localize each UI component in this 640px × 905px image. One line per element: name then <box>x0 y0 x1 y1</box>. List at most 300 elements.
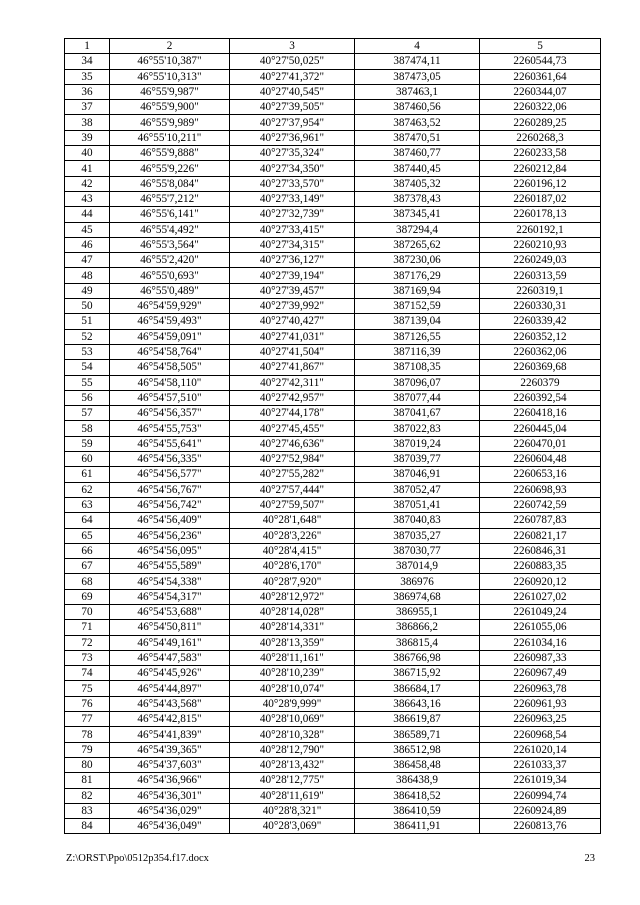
cell-y: 2260963,78 <box>480 681 601 696</box>
cell-number: 39 <box>65 130 110 145</box>
cell-latitude: 46°55'0,693" <box>110 268 230 283</box>
cell-y: 2260352,12 <box>480 329 601 344</box>
cell-x: 387051,41 <box>355 497 480 512</box>
cell-x: 387378,43 <box>355 191 480 206</box>
cell-x: 386458,48 <box>355 757 480 772</box>
cell-number: 76 <box>65 696 110 711</box>
cell-y: 2260339,42 <box>480 314 601 329</box>
cell-number: 66 <box>65 543 110 558</box>
cell-latitude: 46°54'36,966" <box>110 773 230 788</box>
header-row <box>65 39 601 54</box>
cell-latitude: 46°54'56,335" <box>110 452 230 467</box>
cell-y: 2260313,59 <box>480 268 601 283</box>
cell-x: 387096,07 <box>355 375 480 390</box>
cell-longitude: 40°27'57,444" <box>230 482 355 497</box>
cell-longitude: 40°27'40,545" <box>230 84 355 99</box>
cell-number: 83 <box>65 803 110 818</box>
cell-longitude: 40°27'41,867" <box>230 360 355 375</box>
table-row <box>65 54 601 69</box>
cell-latitude: 46°54'58,505" <box>110 360 230 375</box>
cell-y: 2260344,07 <box>480 84 601 99</box>
cell-x: 387473,05 <box>355 69 480 84</box>
cell-number: 78 <box>65 727 110 742</box>
cell-latitude: 46°54'37,603" <box>110 757 230 772</box>
cell-longitude: 40°27'33,570" <box>230 176 355 191</box>
cell-x: 386643,16 <box>355 696 480 711</box>
cell-longitude: 40°27'39,194" <box>230 268 355 283</box>
table-row <box>65 344 601 359</box>
cell-longitude: 40°28'13,432" <box>230 757 355 772</box>
table-row <box>65 681 601 696</box>
cell-longitude: 40°27'41,372" <box>230 69 355 84</box>
cell-x: 387460,56 <box>355 100 480 115</box>
cell-latitude: 46°55'0,489" <box>110 283 230 298</box>
cell-longitude: 40°27'40,427" <box>230 314 355 329</box>
cell-x: 387046,91 <box>355 467 480 482</box>
cell-x: 386438,9 <box>355 773 480 788</box>
table-row <box>65 253 601 268</box>
cell-latitude: 46°54'53,688" <box>110 604 230 619</box>
table-row <box>65 222 601 237</box>
table-row <box>65 283 601 298</box>
cell-latitude: 46°55'9,987" <box>110 84 230 99</box>
cell-y: 2260994,74 <box>480 788 601 803</box>
cell-latitude: 46°54'59,091" <box>110 329 230 344</box>
cell-x: 386955,1 <box>355 604 480 619</box>
cell-longitude: 40°27'55,282" <box>230 467 355 482</box>
cell-longitude: 40°27'59,507" <box>230 497 355 512</box>
table-row <box>65 161 601 176</box>
table-row <box>65 528 601 543</box>
cell-latitude: 46°55'10,387" <box>110 54 230 69</box>
table-row <box>65 191 601 206</box>
cell-x: 387176,29 <box>355 268 480 283</box>
cell-y: 2260319,1 <box>480 283 601 298</box>
cell-longitude: 40°28'11,161" <box>230 650 355 665</box>
cell-x: 387040,83 <box>355 513 480 528</box>
cell-number: 73 <box>65 650 110 665</box>
cell-y: 2260924,89 <box>480 803 601 818</box>
cell-latitude: 46°55'9,900" <box>110 100 230 115</box>
cell-x: 387077,44 <box>355 390 480 405</box>
cell-longitude: 40°28'7,920" <box>230 574 355 589</box>
cell-x: 387463,1 <box>355 84 480 99</box>
cell-latitude: 46°55'10,211" <box>110 130 230 145</box>
cell-longitude: 40°27'39,992" <box>230 299 355 314</box>
cell-longitude: 40°28'12,972" <box>230 589 355 604</box>
cell-y: 2261055,06 <box>480 620 601 635</box>
cell-number: 51 <box>65 314 110 329</box>
cell-latitude: 46°54'43,568" <box>110 696 230 711</box>
cell-latitude: 46°54'41,839" <box>110 727 230 742</box>
cell-number: 59 <box>65 436 110 451</box>
cell-y: 2260192,1 <box>480 222 601 237</box>
cell-latitude: 46°54'57,510" <box>110 390 230 405</box>
cell-number: 42 <box>65 176 110 191</box>
cell-y: 2260322,06 <box>480 100 601 115</box>
cell-latitude: 46°54'36,029" <box>110 803 230 818</box>
table-row <box>65 360 601 375</box>
cell-number: 60 <box>65 452 110 467</box>
cell-x: 387169,94 <box>355 283 480 298</box>
cell-longitude: 40°28'14,028" <box>230 604 355 619</box>
cell-y: 2260813,76 <box>480 819 601 834</box>
cell-longitude: 40°28'10,074" <box>230 681 355 696</box>
cell-longitude: 40°27'42,311" <box>230 375 355 390</box>
cell-y: 2261033,37 <box>480 757 601 772</box>
table-row <box>65 467 601 482</box>
cell-longitude: 40°27'52,984" <box>230 452 355 467</box>
cell-latitude: 46°54'42,815" <box>110 712 230 727</box>
cell-longitude: 40°28'10,069" <box>230 712 355 727</box>
cell-y: 2260210,93 <box>480 237 601 252</box>
cell-latitude: 46°54'50,811" <box>110 620 230 635</box>
cell-x: 387440,45 <box>355 161 480 176</box>
cell-longitude: 40°28'10,328" <box>230 727 355 742</box>
cell-longitude: 40°27'35,324" <box>230 146 355 161</box>
cell-latitude: 46°54'55,641" <box>110 436 230 451</box>
cell-latitude: 46°54'55,589" <box>110 559 230 574</box>
cell-x: 386410,59 <box>355 803 480 818</box>
cell-number: 49 <box>65 283 110 298</box>
table-row <box>65 604 601 619</box>
cell-y: 2260470,01 <box>480 436 601 451</box>
cell-latitude: 46°54'56,742" <box>110 497 230 512</box>
cell-number: 56 <box>65 390 110 405</box>
cell-x: 387014,9 <box>355 559 480 574</box>
cell-number: 47 <box>65 253 110 268</box>
table-row <box>65 773 601 788</box>
table-row <box>65 452 601 467</box>
cell-number: 61 <box>65 467 110 482</box>
table-row <box>65 436 601 451</box>
cell-y: 2260362,06 <box>480 344 601 359</box>
table-row <box>65 84 601 99</box>
footer-file-path: Z:\ORST\Ppo\0512p354.f17.docx <box>66 853 209 864</box>
table-row <box>65 314 601 329</box>
column-header-y: 5 <box>480 39 601 54</box>
cell-y: 2260698,93 <box>480 482 601 497</box>
cell-number: 40 <box>65 146 110 161</box>
cell-y: 2260187,02 <box>480 191 601 206</box>
table-row <box>65 146 601 161</box>
table-row <box>65 620 601 635</box>
cell-y: 2260787,83 <box>480 513 601 528</box>
cell-y: 2261027,02 <box>480 589 601 604</box>
table-row <box>65 559 601 574</box>
cell-latitude: 46°55'10,313" <box>110 69 230 84</box>
cell-latitude: 46°54'47,583" <box>110 650 230 665</box>
cell-longitude: 40°27'39,457" <box>230 283 355 298</box>
table-row <box>65 696 601 711</box>
cell-latitude: 46°54'56,577" <box>110 467 230 482</box>
cell-latitude: 46°54'39,365" <box>110 742 230 757</box>
cell-y: 2260418,16 <box>480 406 601 421</box>
table-row <box>65 69 601 84</box>
table-row <box>65 482 601 497</box>
cell-number: 36 <box>65 84 110 99</box>
table-row <box>65 589 601 604</box>
cell-y: 2260330,31 <box>480 299 601 314</box>
cell-x: 387474,11 <box>355 54 480 69</box>
cell-x: 387152,59 <box>355 299 480 314</box>
cell-x: 386866,2 <box>355 620 480 635</box>
table-row <box>65 635 601 650</box>
cell-y: 2260369,68 <box>480 360 601 375</box>
cell-x: 386815,4 <box>355 635 480 650</box>
cell-latitude: 46°54'55,753" <box>110 421 230 436</box>
cell-x: 386684,17 <box>355 681 480 696</box>
cell-x: 387405,32 <box>355 176 480 191</box>
cell-number: 70 <box>65 604 110 619</box>
cell-number: 41 <box>65 161 110 176</box>
cell-latitude: 46°54'56,236" <box>110 528 230 543</box>
cell-latitude: 46°55'3,564" <box>110 237 230 252</box>
cell-number: 81 <box>65 773 110 788</box>
cell-number: 57 <box>65 406 110 421</box>
cell-number: 72 <box>65 635 110 650</box>
cell-latitude: 46°54'56,357" <box>110 406 230 421</box>
cell-number: 53 <box>65 344 110 359</box>
table-body <box>65 54 601 834</box>
cell-number: 75 <box>65 681 110 696</box>
cell-latitude: 46°55'2,420" <box>110 253 230 268</box>
cell-number: 69 <box>65 589 110 604</box>
cell-number: 55 <box>65 375 110 390</box>
coordinates-table <box>64 38 601 834</box>
cell-y: 2260821,17 <box>480 528 601 543</box>
cell-longitude: 40°27'32,739" <box>230 207 355 222</box>
cell-x: 386619,87 <box>355 712 480 727</box>
table-row <box>65 100 601 115</box>
cell-y: 2261034,16 <box>480 635 601 650</box>
cell-x: 386974,68 <box>355 589 480 604</box>
table-row <box>65 237 601 252</box>
cell-x: 386766,98 <box>355 650 480 665</box>
cell-latitude: 46°54'56,095" <box>110 543 230 558</box>
cell-y: 2260968,54 <box>480 727 601 742</box>
cell-latitude: 46°54'58,764" <box>110 344 230 359</box>
cell-x: 387108,35 <box>355 360 480 375</box>
cell-longitude: 40°27'41,031" <box>230 329 355 344</box>
cell-y: 2260249,03 <box>480 253 601 268</box>
cell-y: 2260967,49 <box>480 666 601 681</box>
cell-latitude: 46°55'6,141" <box>110 207 230 222</box>
cell-x: 386976 <box>355 574 480 589</box>
cell-latitude: 46°54'36,301" <box>110 788 230 803</box>
cell-number: 79 <box>65 742 110 757</box>
cell-number: 50 <box>65 299 110 314</box>
cell-latitude: 46°55'9,226" <box>110 161 230 176</box>
cell-longitude: 40°28'14,331" <box>230 620 355 635</box>
cell-x: 387265,62 <box>355 237 480 252</box>
cell-longitude: 40°28'8,321" <box>230 803 355 818</box>
cell-y: 2260196,12 <box>480 176 601 191</box>
cell-latitude: 46°54'59,493" <box>110 314 230 329</box>
cell-longitude: 40°28'9,999" <box>230 696 355 711</box>
cell-longitude: 40°28'3,226" <box>230 528 355 543</box>
cell-number: 65 <box>65 528 110 543</box>
cell-number: 48 <box>65 268 110 283</box>
cell-latitude: 46°54'49,161" <box>110 635 230 650</box>
cell-number: 84 <box>65 819 110 834</box>
cell-number: 52 <box>65 329 110 344</box>
table-row <box>65 574 601 589</box>
cell-latitude: 46°54'44,897" <box>110 681 230 696</box>
cell-y: 2260742,59 <box>480 497 601 512</box>
table-row <box>65 727 601 742</box>
cell-latitude: 46°54'54,338" <box>110 574 230 589</box>
table-row <box>65 299 601 314</box>
cell-number: 63 <box>65 497 110 512</box>
cell-y: 2261019,34 <box>480 773 601 788</box>
cell-longitude: 40°28'1,648" <box>230 513 355 528</box>
cell-x: 387294,4 <box>355 222 480 237</box>
cell-number: 68 <box>65 574 110 589</box>
cell-longitude: 40°27'36,127" <box>230 253 355 268</box>
cell-y: 2261020,14 <box>480 742 601 757</box>
cell-latitude: 46°54'45,926" <box>110 666 230 681</box>
table-row <box>65 788 601 803</box>
cell-y: 2260987,33 <box>480 650 601 665</box>
table-row <box>65 176 601 191</box>
cell-x: 387345,41 <box>355 207 480 222</box>
cell-x: 386715,92 <box>355 666 480 681</box>
cell-y: 2261049,24 <box>480 604 601 619</box>
column-header-number: 1 <box>65 39 110 54</box>
cell-y: 2260178,13 <box>480 207 601 222</box>
cell-x: 387039,77 <box>355 452 480 467</box>
cell-y: 2260653,16 <box>480 467 601 482</box>
cell-x: 386589,71 <box>355 727 480 742</box>
cell-latitude: 46°54'56,409" <box>110 513 230 528</box>
cell-number: 44 <box>65 207 110 222</box>
table-row <box>65 130 601 145</box>
cell-longitude: 40°27'41,504" <box>230 344 355 359</box>
cell-number: 64 <box>65 513 110 528</box>
cell-latitude: 46°54'58,110" <box>110 375 230 390</box>
table-row <box>65 742 601 757</box>
table-row <box>65 390 601 405</box>
cell-longitude: 40°28'12,790" <box>230 742 355 757</box>
cell-latitude: 46°55'4,492" <box>110 222 230 237</box>
cell-latitude: 46°54'54,317" <box>110 589 230 604</box>
cell-number: 71 <box>65 620 110 635</box>
cell-longitude: 40°27'34,350" <box>230 161 355 176</box>
cell-x: 387126,55 <box>355 329 480 344</box>
cell-number: 67 <box>65 559 110 574</box>
table-row <box>65 375 601 390</box>
cell-y: 2260268,3 <box>480 130 601 145</box>
cell-longitude: 40°28'12,775" <box>230 773 355 788</box>
table-row <box>65 757 601 772</box>
cell-number: 62 <box>65 482 110 497</box>
table-row <box>65 666 601 681</box>
cell-longitude: 40°27'39,505" <box>230 100 355 115</box>
cell-x: 387041,67 <box>355 406 480 421</box>
cell-longitude: 40°28'10,239" <box>230 666 355 681</box>
table-row <box>65 543 601 558</box>
cell-longitude: 40°28'4,415" <box>230 543 355 558</box>
column-header-latitude: 2 <box>110 39 230 54</box>
cell-longitude: 40°27'36,961" <box>230 130 355 145</box>
cell-y: 2260392,54 <box>480 390 601 405</box>
column-header-x: 4 <box>355 39 480 54</box>
cell-latitude: 46°55'9,989" <box>110 115 230 130</box>
table-row <box>65 803 601 818</box>
table-row <box>65 329 601 344</box>
cell-number: 74 <box>65 666 110 681</box>
cell-x: 386418,52 <box>355 788 480 803</box>
cell-number: 82 <box>65 788 110 803</box>
footer-page-number: 23 <box>584 853 595 864</box>
table-row <box>65 650 601 665</box>
cell-y: 2260379 <box>480 375 601 390</box>
cell-number: 38 <box>65 115 110 130</box>
cell-number: 46 <box>65 237 110 252</box>
cell-y: 2260963,25 <box>480 712 601 727</box>
cell-y: 2260233,58 <box>480 146 601 161</box>
cell-number: 34 <box>65 54 110 69</box>
cell-longitude: 40°27'33,149" <box>230 191 355 206</box>
cell-latitude: 46°54'36,049" <box>110 819 230 834</box>
cell-x: 387052,47 <box>355 482 480 497</box>
table-row <box>65 115 601 130</box>
column-header-longitude: 3 <box>230 39 355 54</box>
cell-longitude: 40°27'42,957" <box>230 390 355 405</box>
cell-x: 387019,24 <box>355 436 480 451</box>
cell-y: 2260961,93 <box>480 696 601 711</box>
cell-longitude: 40°28'6,170" <box>230 559 355 574</box>
cell-number: 37 <box>65 100 110 115</box>
cell-x: 386411,91 <box>355 819 480 834</box>
cell-x: 386512,98 <box>355 742 480 757</box>
table-row <box>65 421 601 436</box>
cell-x: 387139,04 <box>355 314 480 329</box>
cell-y: 2260920,12 <box>480 574 601 589</box>
cell-longitude: 40°28'11,619" <box>230 788 355 803</box>
cell-longitude: 40°27'33,415" <box>230 222 355 237</box>
table-row <box>65 207 601 222</box>
cell-y: 2260604,48 <box>480 452 601 467</box>
table-row <box>65 712 601 727</box>
cell-latitude: 46°55'9,888" <box>110 146 230 161</box>
cell-longitude: 40°27'34,315" <box>230 237 355 252</box>
cell-longitude: 40°28'3,069" <box>230 819 355 834</box>
cell-y: 2260289,25 <box>480 115 601 130</box>
cell-x: 387035,27 <box>355 528 480 543</box>
cell-x: 387230,06 <box>355 253 480 268</box>
cell-longitude: 40°28'13,359" <box>230 635 355 650</box>
cell-longitude: 40°27'50,025" <box>230 54 355 69</box>
cell-y: 2260361,64 <box>480 69 601 84</box>
cell-longitude: 40°27'37,954" <box>230 115 355 130</box>
cell-x: 387460,77 <box>355 146 480 161</box>
cell-number: 80 <box>65 757 110 772</box>
cell-y: 2260212,84 <box>480 161 601 176</box>
table-row <box>65 819 601 834</box>
cell-number: 35 <box>65 69 110 84</box>
cell-latitude: 46°55'7,212" <box>110 191 230 206</box>
cell-number: 43 <box>65 191 110 206</box>
cell-y: 2260445,04 <box>480 421 601 436</box>
table-row <box>65 268 601 283</box>
table-row <box>65 497 601 512</box>
cell-number: 54 <box>65 360 110 375</box>
cell-latitude: 46°54'59,929" <box>110 299 230 314</box>
cell-x: 387470,51 <box>355 130 480 145</box>
cell-x: 387030,77 <box>355 543 480 558</box>
